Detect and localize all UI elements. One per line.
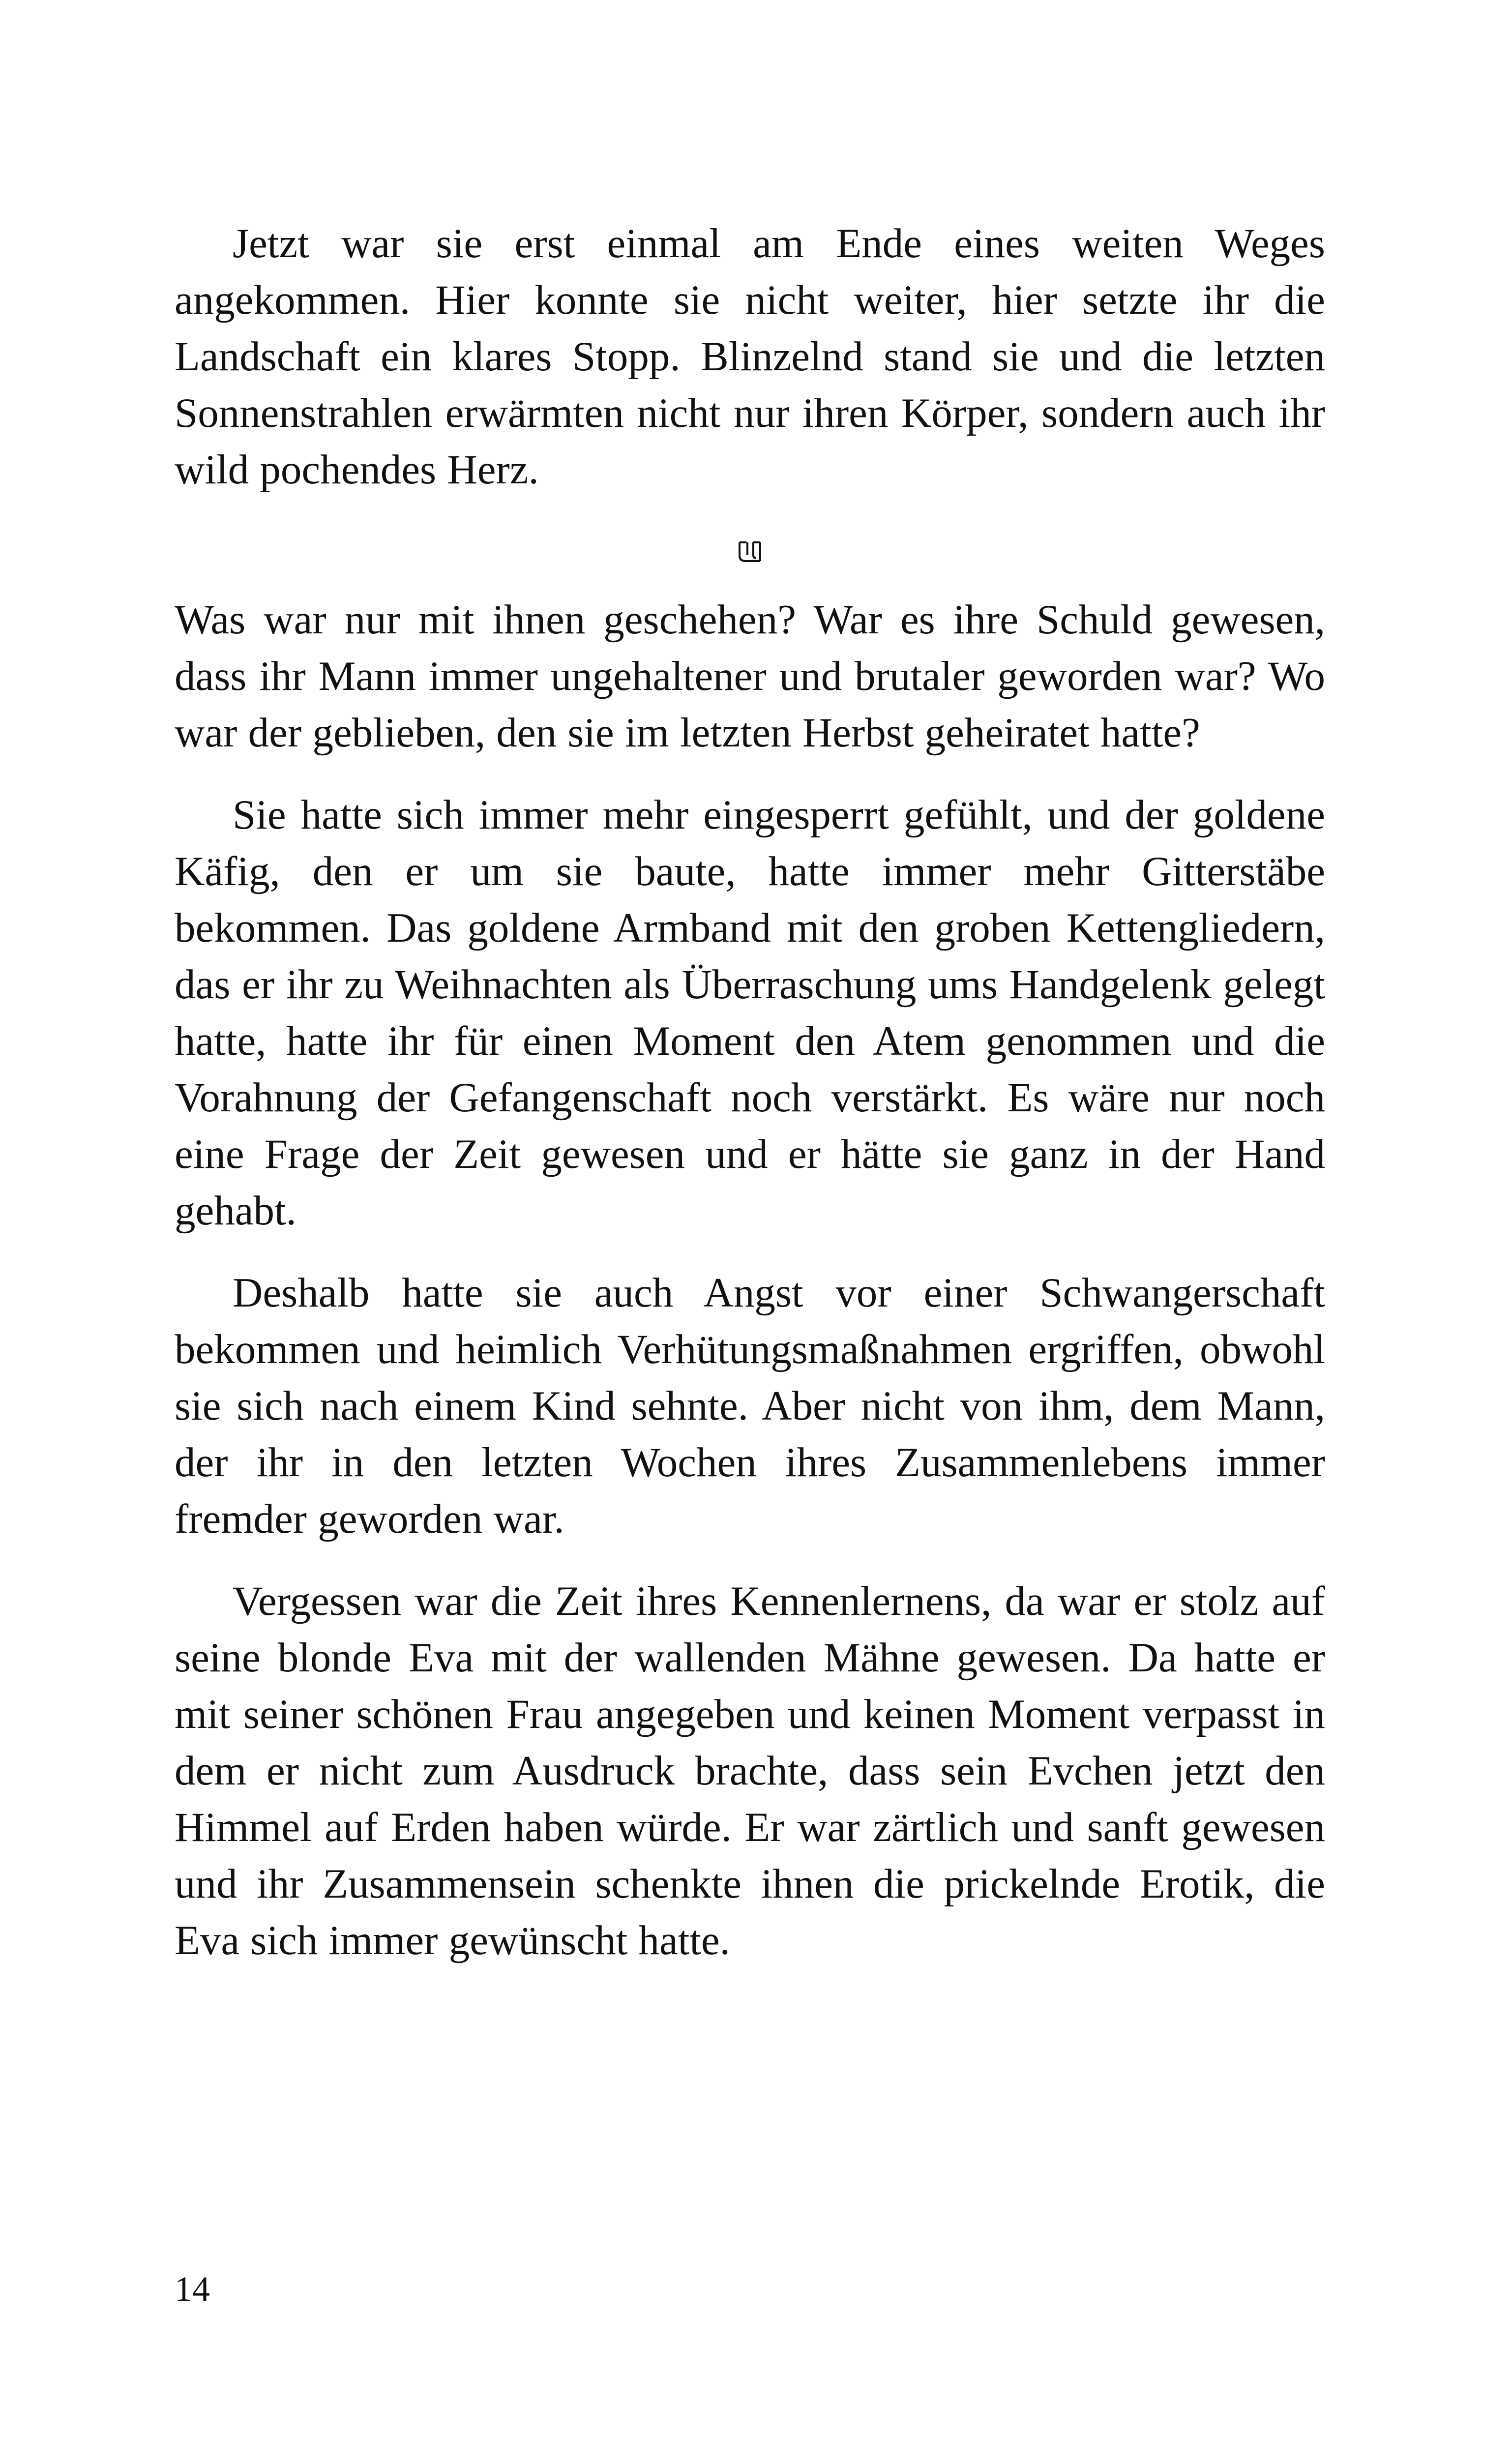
paragraph: Vergessen war die Zeit ihres Kennenlernens, da war er stolz auf seine blonde Eva mit der wallenden Mähne gewesen. Da hatte er mit seiner schönen Frau angegeben und keinen Moment verpasst in dem er nicht zum Ausdruck brachte, dass sein Evchen jetzt den Himmel auf Erden haben würde. Er war zärtlich und sanft gewesen und ihr Zusammensein schenkte ihnen die prickelnde Erotik, die Eva sich immer gewünscht hatte. — [175, 1578, 1325, 1963]
body-text — [175, 215, 1325, 1969]
paragraph: Deshalb hatte sie auch Angst vor einer Schwangerschaft bekommen und heimlich Verhütungsmaßnahmen ergriffen, obwohl sie sich nach einem Kind sehnte. Aber nicht von ihm, dem Mann, der ihr in den letzten Wochen ihres Zusammenlebens immer fremder geworden war. — [175, 1270, 1325, 1542]
paragraph: Was war nur mit ihnen geschehen? War es ihre Schuld gewesen, dass ihr Mann immer ungehaltener und brutaler geworden war? Wo war der geblieben, den sie im letzten Herbst geheiratet hatte? — [175, 596, 1325, 756]
paragraph: Sie hatte sich immer mehr eingesperrt gefühlt, und der goldene Käfig, den er um sie baute, hatte immer mehr Gitterstäbe bekommen. Das goldene Armband mit den groben Kettengliedern, das er ihr zu Weihnachten als Überraschung ums Handgelenk gelegt hatte, hatte ihr für einen Moment den Atem genommen und die Vorahnung der Gefangenschaft noch verstärkt. Es wäre nur noch eine Frage der Zeit gewesen und er hätte sie ganz in der Hand gehabt. — [175, 792, 1325, 1234]
page-number: 14 — [175, 2269, 210, 2309]
section-break-ornament-icon — [175, 512, 1325, 586]
paragraph: Jetzt war sie erst einmal am Ende eines weiten Weges angekommen. Hier konnte sie nicht weiter, hier setzte ihr die Landschaft ein klares Stopp. Blinzelnd stand sie und die letzten Sonnenstrahlen erwärmten nicht nur ihren Körper, sondern auch ihr wild pochendes Herz. — [175, 220, 1325, 493]
